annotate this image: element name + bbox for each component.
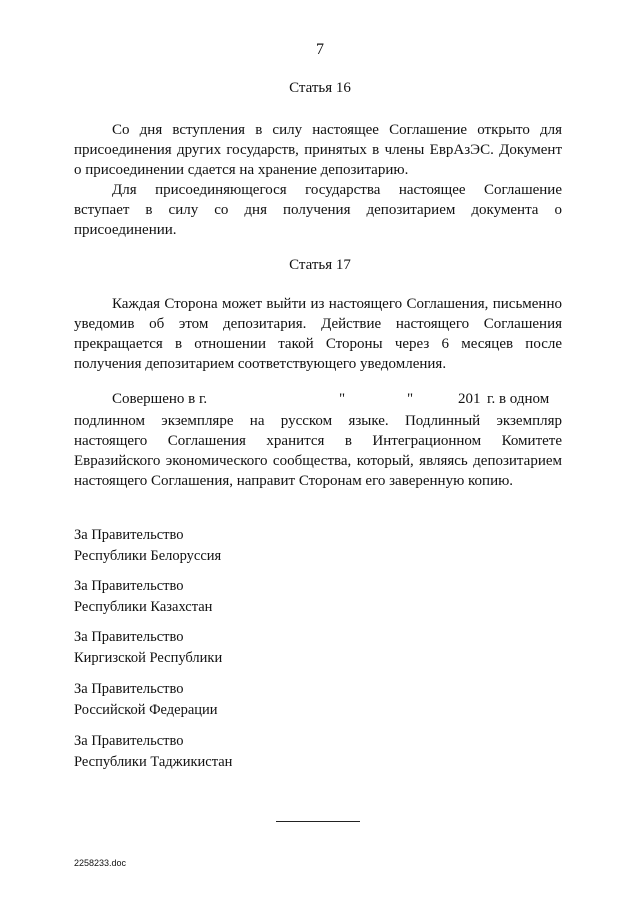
closing-done-in: Совершено в г. xyxy=(112,391,208,407)
signature-kyrgyzstan xyxy=(74,627,474,669)
closing-quote-open: " xyxy=(339,391,346,407)
page-number: 7 xyxy=(316,41,324,58)
end-divider xyxy=(276,821,360,822)
signature-line2: Республики Казахстан xyxy=(74,599,213,615)
signature-line2: Республики Таджикистан xyxy=(74,754,233,770)
closing-year: 201 xyxy=(458,391,481,407)
signature-line1: За Правительство xyxy=(74,681,184,697)
signature-line1: За Правительство xyxy=(74,733,184,749)
signature-russia xyxy=(74,679,474,721)
signature-line2: Республики Белоруссия xyxy=(74,548,222,564)
closing-tail: г. в одном xyxy=(487,391,550,407)
closing-quote-close: " xyxy=(407,391,414,407)
signature-line2: Российской Федерации xyxy=(74,702,218,718)
signature-belarus xyxy=(74,525,474,567)
signature-line1: За Правительство xyxy=(74,629,184,645)
signature-tajikistan xyxy=(74,731,474,773)
file-name-footer: 2258233.doc xyxy=(74,858,127,868)
article-16-title: Статья 16 xyxy=(289,80,351,96)
signature-line2: Киргизской Республики xyxy=(74,650,223,666)
closing-paragraph: подлинном экземпляре на русском языке. Подлинный экземпляр настоящего Соглашения хранится в Интеграционном Комитете Евразийского экономического сообщества, который, являясь депозитарием настоящего Соглашения, направит Сторонам его заверенную копию. xyxy=(74,413,562,489)
article-17-title: Статья 17 xyxy=(289,257,351,273)
signature-line1: За Правительство xyxy=(74,527,184,543)
signature-line1: За Правительство xyxy=(74,578,184,594)
article-17-paragraph-1: Каждая Сторона может выйти из настоящего Соглашения, письменно уведомив об этом депозитария. Действие настоящего Соглашения прекращается в отношении такой Стороны через 6 месяцев после получения депозитарием соответствующего уведомления. xyxy=(74,296,562,372)
signature-kazakhstan xyxy=(74,576,474,618)
article-16-paragraph-1: Со дня вступления в силу настоящее Соглашение открыто для присоединения других государств, принятых в члены ЕврАзЭС. Документ о присоединении сдается на хранение депозитарию. xyxy=(74,122,562,178)
article-16-paragraph-2: Для присоединяющегося государства настоящее Соглашение вступает в силу со дня получения депозитарием документа о присоединении. xyxy=(74,182,562,238)
